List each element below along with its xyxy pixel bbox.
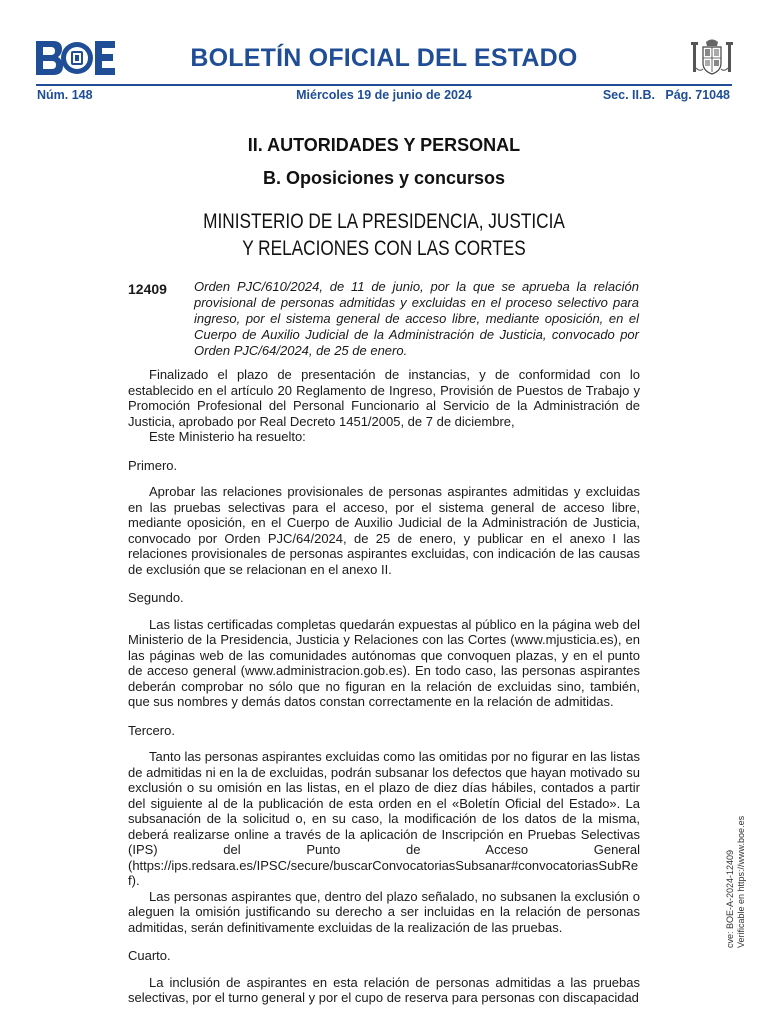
section-subtitle: B. Oposiciones y concursos (262, 168, 506, 188)
heading-cuarto: Cuarto. (128, 948, 171, 963)
paragraph-tercero-a: Tanto las personas aspirantes excluidas como las omitidas por no figurar en las listas de admitidas ni en la de excluidas, podrán subsanar los defectos que hayan motivado su exclusión o su omisión en las listas, en el plazo de diez días hábiles, contados a partir del siguiente al de la publicación de esta orden en el «Boletín Oficial del Estado». La subsanación de la solicitud o, en su caso, la modificación de los datos de la misma, deberá realizarse online a través de la aplicación de Inscripción en Pruebas Selectivas (IPS) del Punto de Acceso General (https://ips.redsara.es/IPSC/secure/buscarConvocatoriasSubsanar#convocatoriasSubRef). (128, 749, 640, 888)
issue-date: Miércoles 19 de junio de 2024 (296, 88, 472, 102)
order-title: Orden PJC/610/2024, de 11 de junio, por la que se aprueba la relación provisional de personas admitidas y excluidas en el proceso selectivo para ingreso, por el sistema general de acceso libre, mediante oposición, en el Cuerpo de Auxilio Judicial de la Administración de Justicia, convocado por Orden PJC/64/2024, de 25 de enero. (194, 279, 639, 358)
order-number: 12409 (128, 281, 167, 297)
ministry-line-2: Y RELACIONES CON LAS CORTES (242, 237, 526, 260)
heading-segundo: Segundo. (128, 590, 184, 605)
paragraph-segundo: Las listas certificadas completas quedarán expuestas al público en la página web del Ministerio de la Presidencia, Justicia y Relaciones con las Cortes (www.mjusticia.es), en las páginas web de las comunidades autónomas que convoquen plazas, y en el punto de acceso general (www.administracion.gob.es). En todo caso, las personas aspirantes deberán comprobar no sólo que no figuran en la relación de excluidas sino, también, que sus nombres y demás datos constan correctamente en la relación de admitidas. (128, 616, 640, 709)
header-rule (36, 84, 732, 86)
paragraph-cuarto: La inclusión de aspirantes en esta relación de personas admitidas a las pruebas selectivas, por el turno general y por el cupo de reserva para personas con discapacidad (128, 974, 640, 1005)
boe-logo (36, 41, 116, 75)
intro-paragraph: Finalizado el plazo de presentación de instancias, y de conformidad con lo establecido en el artículo 20 Reglamento de Ingreso, Provisión de Puestos de Trabajo y Promoción Profesional del Personal Funcionario al Servicio de la Administración de Justicia, aprobado por Real Decreto 1451/2005, de 7 de diciembre, (128, 367, 640, 429)
coat-of-arms-icon (690, 38, 734, 78)
paragraph-tercero-b: Las personas aspirantes que, dentro del plazo señalado, no subsanen la exclusión o aleguen la omisión justificando su derecho a ser incluidas en la relación de personas admitidas, serán definitivamente excluidas de la realización de las pruebas. (128, 888, 640, 935)
section-title: II. AUTORIDADES Y PERSONAL (247, 135, 521, 155)
resolved-paragraph: Este Ministerio ha resuelto: (149, 429, 306, 444)
verify-url: Verificable en https://www.boe.es (736, 815, 746, 948)
cve-verification (725, 816, 747, 948)
masthead-title: BOLETÍN OFICIAL DEL ESTADO (190, 44, 578, 72)
cve-code: cve: BOE-A-2024-12409 (725, 849, 735, 948)
heading-tercero: Tercero. (128, 722, 175, 738)
issue-number: Núm. 148 (37, 88, 93, 102)
document-body (128, 367, 640, 1006)
section-page: Sec. II.B. Pág. 71048 (602, 88, 730, 102)
heading-primero: Primero. (128, 457, 178, 473)
paragraph-primero: Aprobar las relaciones provisionales de personas aspirantes admitidas y excluidas en las pruebas selectivas para el acceso, por el sistema general de acceso libre, mediante oposición, en el Cuerpo de Auxilio Judicial de la Administración de Justicia, convocado por Orden PJC/64/2024, de 25 de enero, y publicar en el anexo I las relaciones provisionales de personas aspirantes excluidas, con indicación de las causas de exclusión que se relacionan en el anexo II. (128, 484, 640, 577)
ministry-line-1: MINISTERIO DE LA PRESIDENCIA, JUSTICIA (203, 210, 565, 233)
